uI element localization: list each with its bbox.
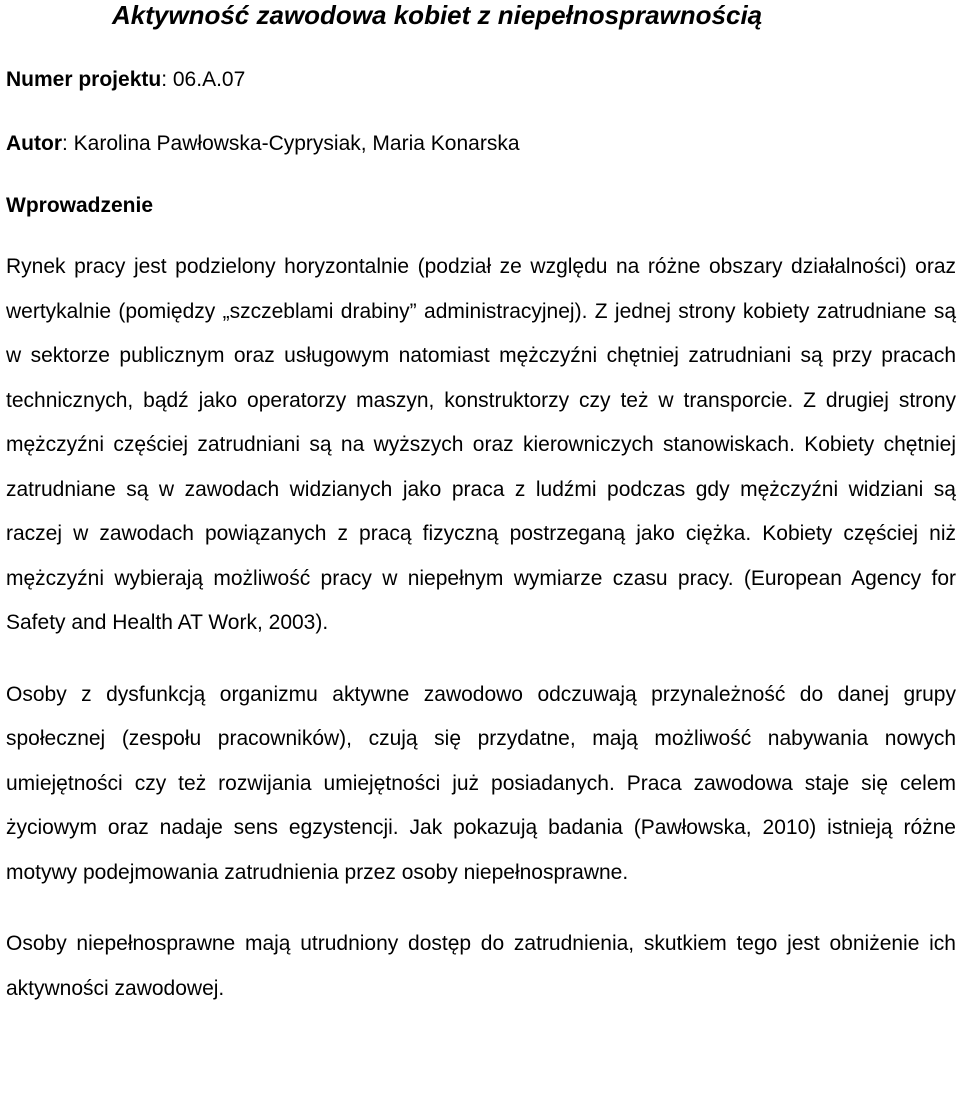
- document-page: [6, 0, 956, 1011]
- author-label: Autor: [6, 132, 62, 155]
- document-title: Aktywność zawodowa kobiet z niepełnosprawnością: [112, 0, 763, 30]
- author-value: : Karolina Pawłowska-Cyprysiak, Maria Konarska: [62, 132, 520, 155]
- project-number-line: [6, 66, 956, 94]
- project-number-value: : 06.A.07: [161, 68, 246, 91]
- body-paragraph: Osoby z dysfunkcją organizmu aktywne zawodowo odczuwają przynależność do danej grupy społecznej (zespołu pracowników), czują się przydatne, mają możliwość nabywania nowych umiejętności czy też rozwijania umiejętności już posiadanych. Praca zawodowa staje się celem życiowym oraz nadaje sens egzystencji. Jak pokazują badania (Pawłowska, 2010) istnieją różne motywy podejmowania zatrudnienia przez osoby niepełnosprawne.: [6, 682, 956, 884]
- body-paragraph: Rynek pracy jest podzielony horyzontalnie (podział ze względu na różne obszary działalności) oraz wertykalnie (pomiędzy „szczeblami drabiny” administracyjnej). Z jednej strony kobiety zatrudniane są w sektorze publicznym oraz usługowym natomiast mężczyźni chętniej zatrudniani są przy pracach technicznych, bądź jako operatorzy maszyn, konstruktorzy czy też w transporcie. Z drugiej strony mężczyźni częściej zatrudniani są na wyższych oraz kierowniczych stanowiskach. Kobiety chętniej zatrudniane są w zawodach widzianych jako praca z ludźmi podczas gdy mężczyźni widziani są raczej w zawodach powiązanych z pracą fizyczną postrzeganą jako ciężka. Kobiety częściej niż mężczyźni wybierają możliwość pracy w niepełnym wymiarze czasu pracy. (European Agency for Safety and Health AT Work, 2003).: [6, 255, 956, 634]
- body-paragraph: Osoby niepełnosprawne mają utrudniony dostęp do zatrudnienia, skutkiem tego jest obniżenie ich aktywności zawodowej.: [6, 932, 956, 1000]
- author-line: [6, 130, 956, 158]
- project-number-label: Numer projektu: [6, 68, 162, 91]
- section-heading: Wprowadzenie: [6, 194, 154, 217]
